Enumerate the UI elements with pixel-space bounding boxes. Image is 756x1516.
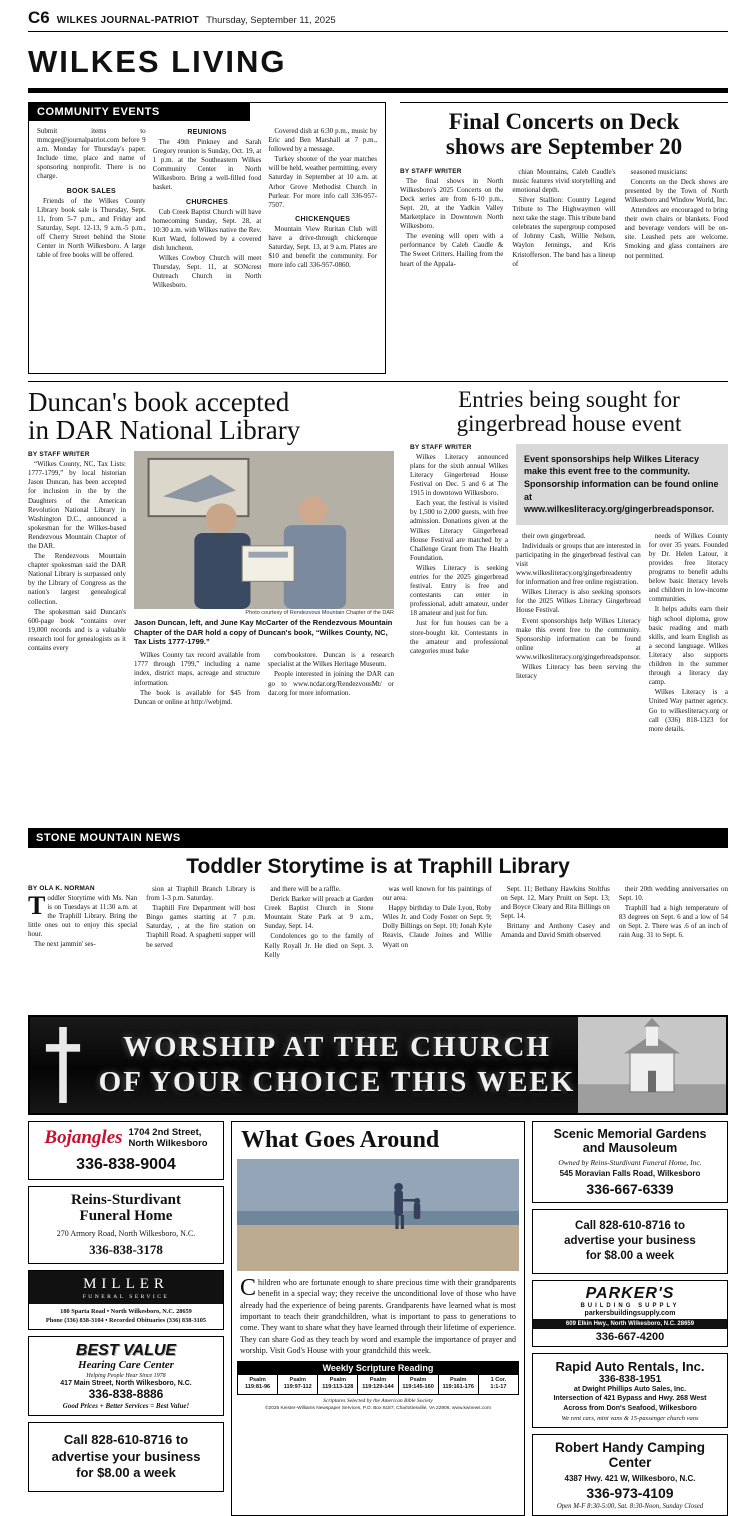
paragraph: Wilkes Literacy is also seeking sponsors for the 2025 Wilkes Literacy Gingerbread House Festival.	[516, 588, 641, 615]
community-events-col-1	[37, 127, 146, 291]
bojangles-logo: Bojangles	[44, 1127, 123, 1149]
stone-mountain-headline: Toddler Storytime is at Traphill Library	[186, 855, 570, 878]
paragraph: their 20th wedding anniversaries on Sept. 10.	[618, 885, 729, 903]
worship-banner-text: WORSHIP AT THE CHURCH OF YOUR CHOICE THIS WEEK	[98, 1031, 576, 1098]
page-number: C6	[28, 8, 50, 27]
paragraph: The book is available for $45 from Duncan or online at http://webjmd.	[134, 688, 260, 706]
duncan-photo-area	[134, 451, 394, 708]
advertising-section	[28, 1121, 728, 1516]
duncan-photo	[134, 451, 394, 609]
parkers-address: 609 Elkin Hwy., North Wilkesboro, N.C. 28659	[533, 1319, 727, 1329]
handy-hours: Open M-F 8:30-5:00, Sat. 8:30-Noon, Sunday Closed	[556, 1502, 704, 1510]
community-events-header: COMMUNITY EVENTS	[29, 103, 250, 121]
concerts-col-3	[625, 168, 728, 270]
paragraph: was well known for his paintings of our area.	[382, 885, 492, 903]
paragraph: Concerts on the Deck shows are presented by the Town of North Wilkesboro and Window World, Inc.	[624, 177, 728, 204]
gingerbread-col-3	[649, 532, 728, 735]
best-value-phone: 336-838-8886	[88, 1386, 164, 1401]
book-sales-heading: BOOK SALES	[66, 187, 116, 195]
title-rule	[28, 88, 728, 93]
gingerbread-headline: Entries being sought for gingerbread house event	[456, 387, 682, 437]
horizontal-rule	[28, 381, 728, 382]
bojangles-top	[33, 1127, 219, 1150]
submit-info: Submit items to mmcgee@journalpatriot.com before 9 a.m. Monday for Thursday's paper. Include time, place and name of sponsoring nonprofit. There is no charge.	[37, 127, 146, 181]
gingerbread-right	[516, 444, 728, 735]
rapid-across: Across from Don's Seafood, Wilkesboro	[563, 1405, 697, 1413]
paragraph: The evening will open with a performance by Caleb Caudle & The Sweet Critters. Hailing from the heart of the Appala-	[400, 232, 504, 268]
stone-mountain-header: STONE MOUNTAIN NEWS	[28, 828, 728, 848]
reunions-text	[153, 138, 262, 193]
paragraph: Turkey shooter of the year matches will be held, weather permitting, every Saturday in September at 10 a.m. at Arbor Grove Methodist Church in Purlear. For more info call 336-957-7507.	[268, 155, 378, 209]
scripture-col: Psalm 119:145-160	[399, 1375, 439, 1395]
smn-col-2	[146, 885, 255, 1007]
handy-phone: 336-973-4109	[586, 1484, 674, 1501]
rapid-phone: 336-838-1951	[598, 1373, 662, 1385]
parkers-phone: 336-667-4200	[595, 1330, 665, 1343]
scripture-note: Scriptures Selected by the American Bible Society	[323, 1398, 433, 1405]
gingerbread-col-1	[410, 444, 508, 735]
paragraph: Traphill had a high temperature of 83 degrees on Sept. 6 and a low of 54 on Sept. 2. There was .6 of an inch of rain Aug. 31 to Sept. 6.	[618, 904, 729, 940]
scripture-col: Psalm 119:97-112	[278, 1375, 318, 1395]
handy-name: Robert Handy Camping Center	[554, 1439, 705, 1471]
paragraph: Wilkes County tax record available from 1777 through 1799,” including a name index, district maps, acreage and structure information.	[134, 651, 260, 687]
issue-date: Thursday, September 11, 2025	[206, 15, 336, 26]
reins-address: 270 Armory Road, North Wilkesboro, N.C.	[56, 1228, 196, 1238]
paragraph: Covered dish at 6:30 p.m., music by Eric and Ben Marshall at 7 p.m., followed by a message.	[268, 127, 378, 154]
scripture-col: 1 Cor. 1:1-17	[490, 1376, 507, 1391]
wga-copyright: ©2025 Keister-Williams Newspaper Services, P.O. Box 8187, Charlottesville, VA 22906, www.kwnews.com	[265, 1406, 491, 1412]
byline: BY OLA K. NORMAN	[28, 885, 95, 892]
paragraph: Brittany and Anthony Casey and Amanda and David Smith observed	[500, 922, 610, 940]
best-value-slogan: Good Prices + Better Services = Best Value!	[62, 1401, 190, 1410]
rapid-location: at Dwight Phillips Auto Sales, Inc.	[573, 1385, 687, 1393]
best-value-subname: Hearing Care Center	[78, 1358, 174, 1371]
advertise-here-ad-left: Call 828-610-8716 to advertise your business for $8.00 a week	[28, 1422, 224, 1493]
photo-credit: Photo courtesy of Rendezvous Mountain Chapter of the DAR	[245, 610, 394, 617]
duncan-article	[28, 388, 394, 826]
handy-address: 4387 Hwy. 421 W, Wilkesboro, N.C.	[564, 1473, 696, 1483]
chickenques-text	[268, 225, 377, 270]
paragraph: their own gingerbread.	[522, 531, 586, 540]
miller-logo: MILLER FUNERAL SERVICE	[29, 1271, 223, 1304]
paper-name: WILKES JOURNAL-PATRIOT	[56, 15, 200, 26]
scenic-memorial-ad	[532, 1121, 728, 1203]
wga-dropcap: C	[240, 1275, 257, 1301]
paragraph: Each year, the festival is visited by 1,500 to 2,000 guests, with free admission. Donations given at the Wilkes Literacy Gingerbread House Festival are matched by a Challenge Grant from The Health Foundation.	[410, 499, 508, 562]
bojangles-phone: 336-838-9004	[76, 1155, 176, 1173]
duncan-headline: Duncan's book accepted in DAR National Library	[28, 387, 301, 446]
paragraph: Traphill Fire Department will host Bingo games starting at 7 p.m. Saturday, , at the fire station on Traphill Road. A spaghetti supper will be served	[146, 904, 256, 949]
paragraph: The spokesman said Duncan's 600-page book “contains over 19,000 records and is a valuable research tool for genealogists as it contains every	[28, 607, 126, 653]
reunions-heading: REUNIONS	[187, 129, 227, 136]
byline: BY STAFF WRITER	[400, 167, 462, 175]
ads-center-column	[231, 1121, 525, 1516]
scripture-table	[237, 1375, 519, 1396]
duncan-col-2	[134, 651, 260, 708]
best-value-address: 417 Main Street, North Wilkesboro, N.C.	[60, 1379, 192, 1387]
concerts-col-2	[512, 168, 615, 270]
byline: BY STAFF WRITER	[410, 443, 472, 451]
duncan-col-1	[28, 451, 126, 708]
dropcap: T	[28, 891, 46, 920]
smn-col-1	[28, 885, 137, 1007]
paragraph: and there will be a raffle.	[270, 885, 341, 893]
miller-funeral-ad	[28, 1270, 224, 1330]
scripture-col: Psalm 119:129-144	[358, 1375, 398, 1395]
community-events-col-3	[268, 127, 377, 291]
paragraph: It helps adults earn their high school diploma, grow basic reading and math skills, and learn English as a second language. Wilkes Literacy also supports children in the summer through a literacy day camp.	[648, 605, 728, 687]
duncan-body	[28, 451, 394, 708]
duncan-photo-image	[134, 451, 394, 609]
scripture-col: Psalm 119:81-96	[238, 1375, 278, 1395]
churches-heading: CHURCHES	[185, 198, 229, 206]
reins-sturdivant-ad	[28, 1186, 224, 1264]
sponsorship-callout: Event sponsorships help Wilkes Literacy make this event free to the community. Sponsorship information can be found online at www.wilkesliteracy.org/gingerbreadsponsor.	[516, 444, 728, 525]
paragraph: Happy birthday to Dale Lyon, Roby Wiles Jr. and Cody Foster on Sept. 9; Dolly Billings on Sept. 10; Jonah Kyle Reavis, Claude Joines and Willie Wyatt on	[382, 904, 492, 949]
paragraph: Cub Creek Baptist Church will have homecoming Sunday, Sept. 28, at 10:30 a.m. with Wilkes native the Rev. Kurt Ward, followed by a covered dish luncheon.	[152, 207, 262, 252]
best-value-name: BEST VALUE	[75, 1341, 177, 1359]
gingerbread-body	[410, 444, 728, 735]
best-value-tagline: Helping People Hear Since 1978	[86, 1372, 166, 1379]
concerts-headline: Final Concerts on Deck shows are September 20	[445, 109, 683, 159]
paragraph: Derick Barker will preach at Garden Creek Baptist Church in Stone Mountain State Park at 9 a.m., Sunday, Sept. 14.	[264, 895, 374, 931]
paragraph: com/bookstore. Duncan is a research specialist at the Wilkes Heritage Museum.	[268, 651, 394, 669]
rapid-name: Rapid Auto Rentals, Inc.	[555, 1358, 705, 1374]
ads-right-column	[532, 1121, 728, 1516]
rapid-tagline: We rent cars, mini vans & 15-passenger church vans	[561, 1414, 699, 1422]
churches-text	[153, 208, 262, 291]
scripture-col: Psalm 119:161-176	[439, 1375, 479, 1395]
concerts-col1-text	[400, 177, 503, 269]
community-events-box	[28, 102, 386, 374]
ads-left-column	[28, 1121, 224, 1516]
community-events-columns	[29, 121, 385, 297]
photo-caption: Jason Duncan, left, and June Kay McCarter of the Rendezvous Mountain Chapter of the DAR hold a copy of Duncan's book, “Wilkes County, NC, Tax Lists 1777-1799.”	[134, 618, 393, 646]
wga-title: What Goes Around	[241, 1127, 440, 1153]
paragraph: Attendees are encouraged to bring their own chairs or blankets. Food and beverage vendors will be on-site. Leashed pets are welcome. Smoking and glass containers are not permitted.	[624, 206, 728, 260]
parkers-ad	[532, 1280, 728, 1347]
scripture-col: Psalm 119:113-128	[318, 1375, 358, 1395]
church-photo	[578, 1017, 726, 1113]
smn-col-3	[264, 885, 373, 1007]
paragraph: seasoned musicians:	[630, 167, 688, 176]
paragraph: Wilkes Literacy announced plans for the sixth annual Wilkes Literacy Gingerbread House Festival on Dec. 5 and 6 at The 1915 in downtown Wilkesboro.	[410, 452, 508, 498]
middle-row	[28, 388, 728, 826]
paragraph: Individuals or groups that are interested in participating in the gingerbread festival can visit www.wilkesliteracy.org/gingerbreadentry for information and free online registration.	[516, 541, 641, 587]
worship-banner	[28, 1015, 728, 1115]
book-sales-text	[37, 197, 146, 261]
beach-photo	[237, 1159, 519, 1271]
scenic-owned-by: Owned by Reins-Sturdivant Funeral Home, Inc.	[558, 1157, 702, 1167]
chickenques-heading: CHICKENQUES	[295, 215, 351, 223]
reins-phone: 336-838-3178	[89, 1241, 163, 1257]
advertise-here-ad-right: Call 828-610-8716 to advertise your business for $8.00 a week	[532, 1209, 728, 1274]
gingerbread-col-2	[516, 532, 641, 735]
scenic-address: 545 Moravian Falls Road, Wilkesboro	[559, 1168, 701, 1178]
paragraph: Wilkes Literacy is a United Way partner agency. Go to wilkesliteracy.org or call (336) 818-1323 for more details.	[648, 688, 728, 733]
top-row	[28, 102, 728, 374]
duncan-col1-text	[28, 460, 126, 653]
bojangles-address: 1704 2nd Street, North Wilkesboro	[128, 1127, 208, 1150]
byline: BY STAFF WRITER	[28, 451, 90, 459]
paragraph: chian Mountains, Caleb Caudle's music features vivid storytelling and emotional depth.	[512, 167, 616, 194]
paragraph: Silver Stallion: Country Legend Tribute to The Highwaymen will next take the stage. This tribute band celebrates the supergroup composed of Johnny Cash, Willie Nelson, Waylon Jennings, and Kris Kristofferson. The band has a lineup of	[512, 195, 616, 268]
best-value-ad	[28, 1336, 224, 1416]
section-title: WILKES LIVING	[28, 44, 287, 79]
paragraph: The next jammin' ses-	[34, 940, 96, 949]
wga-body-text: Children who are fortunate enough to share precious time with their grandparents benefit in a special way; they receive the unconditional love of those who have already had the experience of being parents. Grandparents have learned what is most important to teach their grandchildren, what is important to pass to generations to come. They want to share what they have learned through their lifetime of experience. They can share God as they teach by word and example the importance of prayer and worship. Visit God's House with your grandchild this week.	[240, 1275, 516, 1356]
bojangles-ad	[28, 1121, 224, 1180]
parkers-subtitle: BUILDING SUPPLY	[580, 1302, 680, 1309]
paragraph: Wilkes Literacy is seeking entries for the 2025 gingerbread festival. Entry is free and contestants can enter in professional, adult amateur, under 18 amateur and just for fun.	[410, 563, 508, 618]
paragraph: People interested in joining the DAR can go to www.ncdar.org/RendezvousMt/ or dar.org for more information.	[268, 670, 394, 697]
paragraph: Sept. 11; Bethany Hawkins Stoltfus on Sept. 12, Mary Pruitt on Sept. 13; and Boyce Cleary and Rita Billings on Sept. 14.	[500, 885, 610, 921]
smn-col-6	[619, 885, 728, 1007]
rapid-intersection: Intersection of 421 Bypass and Hwy. 268 West	[553, 1395, 707, 1403]
paragraph: Condolences go to the family of Kelly Royall Jr. He died on Sept. 3. Kelly	[264, 932, 374, 959]
what-goes-around-ad	[231, 1121, 525, 1516]
reins-name: Reins-Sturdivant Funeral Home	[70, 1191, 182, 1225]
duncan-col-3	[268, 651, 394, 708]
smn-col-4	[383, 885, 492, 1007]
scripture-header: Weekly Scripture Reading	[237, 1361, 519, 1375]
gingerbread-col1-text	[410, 453, 508, 656]
paragraph: needs of Wilkes County for over 35 years. Founded by Dr. Helen Latour, it provides free literacy programs to benefit adults below basic literacy levels and children in low-income communities.	[648, 531, 728, 604]
paragraph: The 49th Pinkney and Sarah Gregory reunion is Sunday, Oct. 19, at 1 p.m. at the Southeastern Wilkes Community Center in North Wilkesboro. Bring a well-filled food basket.	[152, 138, 262, 192]
paragraph: Wilkes Literacy has been serving the literacy	[516, 663, 641, 681]
parkers-name: PARKER'S	[585, 1284, 675, 1302]
concerts-article	[400, 102, 728, 374]
parkers-website: parkersbuildingsupply.com	[584, 1309, 676, 1317]
duncan-sub-columns	[134, 651, 394, 708]
churches-continued	[268, 127, 377, 210]
paragraph: Event sponsorships help Wilkes Literacy make this event free to the community. Sponsorship information can be found online at www.wilkesliteracy.org/gingerbreadsponsor.	[516, 616, 641, 661]
rapid-auto-ad	[532, 1353, 728, 1428]
masthead	[28, 0, 728, 32]
paragraph: Mountain View Ruritan Club will have a drive-through chickenque Saturday, Sept. 13, at 9 a.m. Plates are $10 and benefit the community. For more info call 336-957-0860.	[268, 224, 378, 270]
paragraph: The Rendezvous Mountain chapter spokesman said the DAR National Library is surpassed only by the Library of Congress as the nation's largest genealogical collection.	[28, 552, 126, 606]
concerts-col-1	[400, 168, 503, 270]
gingerbread-sub-columns	[516, 532, 728, 735]
scenic-name: Scenic Memorial Gardens and Mausoleum	[553, 1127, 707, 1156]
concerts-columns	[400, 168, 728, 270]
paragraph: The final shows in North Wilkesboro's 2025 Concerts on the Deck series are from 6-10 p.m., Sept. 20, at the Yadkin Valley Marketplace in Downtown North Wilkesboro.	[400, 176, 504, 231]
smn-col-5	[501, 885, 610, 1007]
paragraph: Friends of the Wilkes County Library book sale is Thursday, Sept. 11, from 5-7 p.m., and Friday and Saturday, Sept. 12-13, 9 a.m.-5 p.m., off Cherry Street behind the Stone Center in North Wilkesboro. A large table of free books will be offered.	[37, 196, 146, 260]
community-events-col-2	[153, 127, 262, 291]
paragraph: “Wilkes County, NC, Tax Lists: 1777-1799,” by local historian Jason Duncan, has been accepted for inclusion in the by the Daughters of the American Revolution National Library in Washington D.C., announced a spokesman for the Wilkes-based Rendezvous Mountain Chapter of the DAR.	[28, 460, 126, 550]
paragraph: Toddler Storytime with Ms. Nan is on Tuesdays at 11:30 a.m. at the Traphill Library. Bring the little ones out to enjoy this special hour.	[28, 891, 138, 939]
robert-handy-ad	[532, 1434, 728, 1516]
smn-col1-rest	[28, 940, 137, 949]
paragraph: Wilkes Cowboy Church will meet Thursday, Sept. 11, at SONcrest Outreach Church in North Wilkesboro.	[152, 254, 262, 290]
paragraph: Just for fun houses can be a store-bought kit. Contestants in the amateur and professional categories must bake	[410, 619, 508, 655]
miller-info: 180 Sparta Road • North Wilkesboro, N.C. 28659 Phone (336) 838-3104 • Recorded Obituaries (336) 838-3105	[45, 1307, 207, 1325]
cross-icon	[30, 1017, 96, 1113]
paragraph: sion at Traphill Branch Library is from 1-3 p.m. Saturday.	[146, 885, 256, 903]
stone-mountain-columns	[28, 885, 728, 1007]
gingerbread-article	[410, 388, 728, 826]
scenic-phone: 336-667-6339	[586, 1180, 674, 1197]
